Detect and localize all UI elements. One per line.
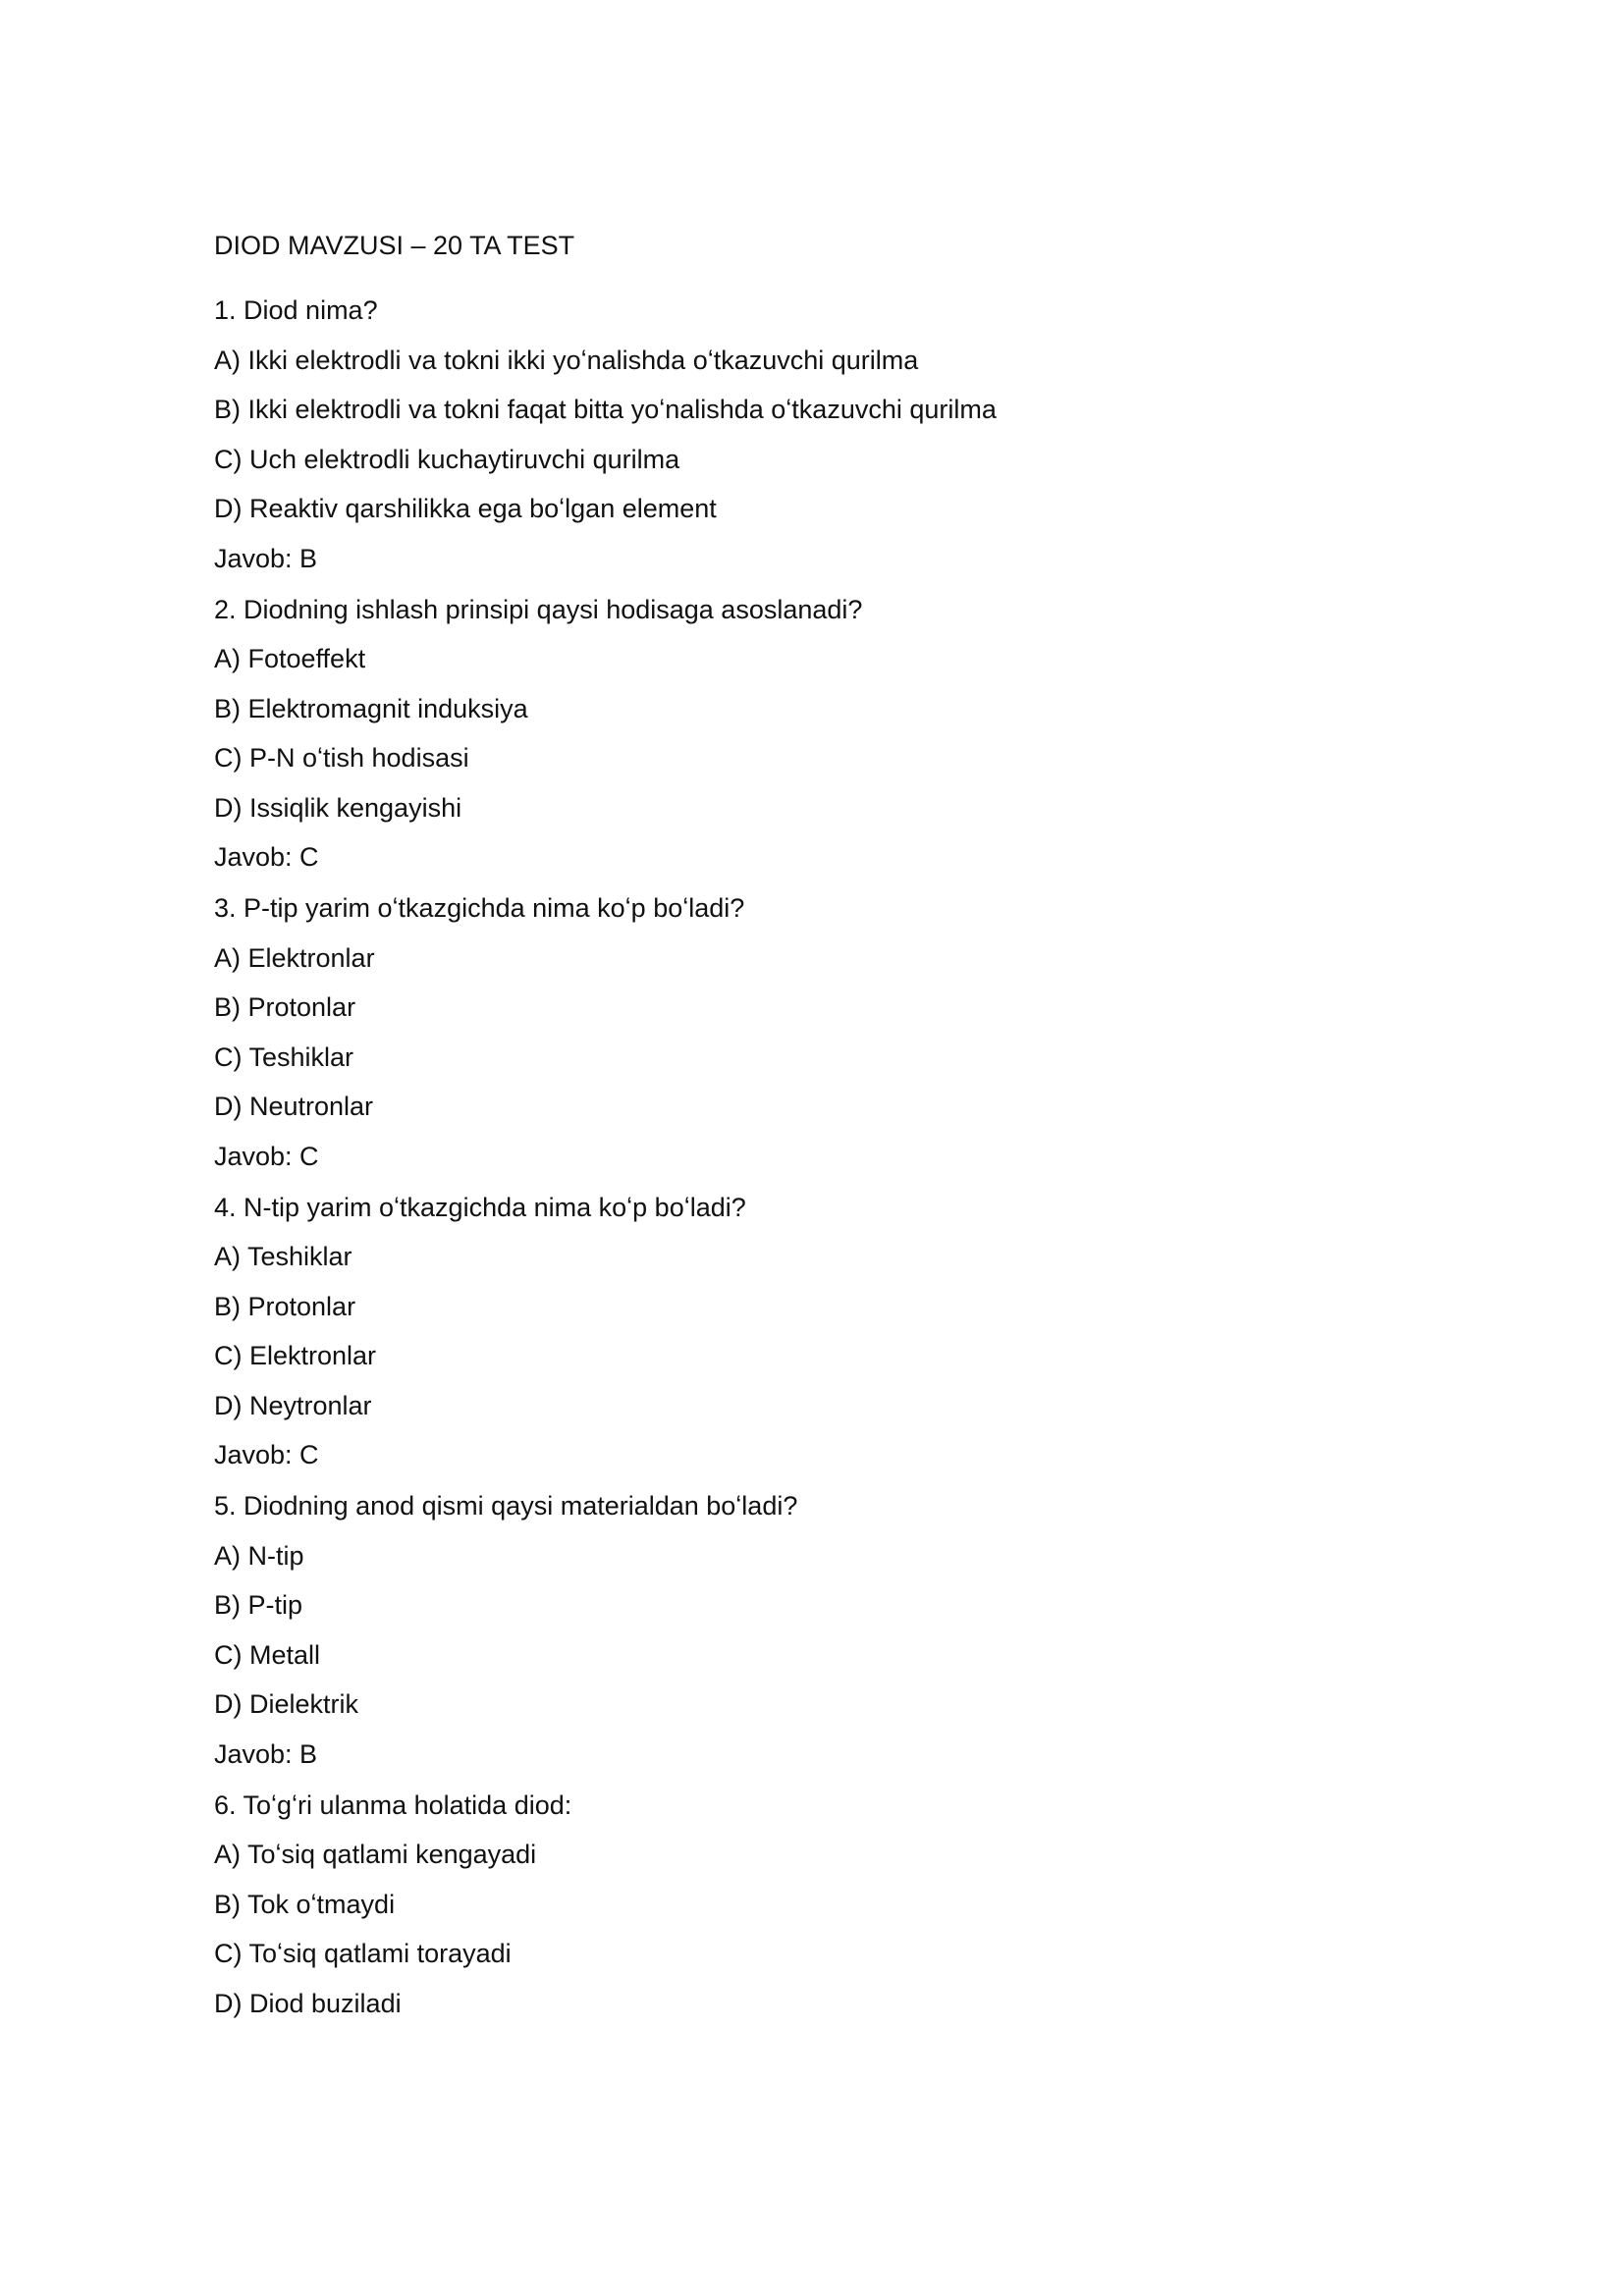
option-a: A) Fotoeffekt [214, 644, 366, 673]
question-block-2 [214, 592, 1490, 876]
question-text: 1. Diod nima? [214, 295, 378, 325]
option-b: B) Protonlar [214, 1291, 356, 1321]
option-b: B) Elektromagnit induksiya [214, 693, 528, 723]
option-b: B) P-tip [214, 1590, 303, 1620]
option-d: D) Reaktiv qarshilikka ega boʻlgan element [214, 494, 717, 523]
option-c: C) Toʻsiq qatlami torayadi [214, 1939, 512, 1968]
answer-line: Javob: B [214, 1738, 318, 1769]
option-d: D) Diod buziladi [214, 1988, 402, 2018]
option-d: D) Dielektrik [214, 1689, 359, 1719]
question-text: 5. Diodning anod qismi qaysi materialdan boʻladi? [214, 1491, 798, 1521]
option-a: A) Teshiklar [214, 1242, 352, 1271]
option-c: C) Metall [214, 1639, 321, 1670]
option-b: B) Ikki elektrodli va tokni faqat bitta yoʻnalishda oʻtkazuvchi qurilma [214, 395, 997, 424]
document-page [214, 228, 1490, 2037]
option-a: A) N-tip [214, 1540, 304, 1571]
answer-line: Javob: C [214, 1141, 319, 1171]
option-c: C) Teshiklar [214, 1041, 354, 1072]
question-text: 4. N-tip yarim oʻtkazgichda nima koʻp boʻladi? [214, 1192, 746, 1222]
option-a: A) Elektronlar [214, 942, 375, 973]
question-block-1 [214, 293, 1490, 576]
question-block-4 [214, 1190, 1490, 1473]
question-block-3 [214, 890, 1490, 1174]
question-text: 3. P-tip yarim oʻtkazgichda nima koʻp boʻladi? [214, 893, 745, 923]
option-c: C) Uch elektrodli kuchaytiruvchi qurilma [214, 444, 680, 474]
question-text: 6. Toʻgʻri ulanma holatida diod: [214, 1789, 572, 1820]
question-text: 2. Diodning ishlash prinsipi qaysi hodisaga asoslanadi? [214, 594, 863, 624]
option-d: D) Issiqlik kengayishi [214, 792, 462, 823]
option-b: B) Tok oʻtmaydi [214, 1889, 396, 1919]
option-c: C) P-N oʻtish hodisasi [214, 743, 469, 773]
option-a: A) Toʻsiq qatlami kengayadi [214, 1840, 537, 1869]
option-b: B) Protonlar [214, 992, 356, 1022]
option-d: D) Neutronlar [214, 1092, 374, 1121]
option-d: D) Neytronlar [214, 1390, 372, 1420]
answer-line: Javob: C [214, 1440, 319, 1469]
question-block-5 [214, 1488, 1490, 1772]
option-c: C) Elektronlar [214, 1341, 377, 1370]
question-block-6 [214, 1788, 1490, 2021]
document-title: DIOD MAVZUSI – 20 TA TEST [214, 231, 575, 260]
option-a: A) Ikki elektrodli va tokni ikki yoʻnalishda oʻtkazuvchi qurilma [214, 345, 919, 375]
answer-line: Javob: C [214, 842, 319, 872]
answer-line: Javob: B [214, 543, 318, 573]
